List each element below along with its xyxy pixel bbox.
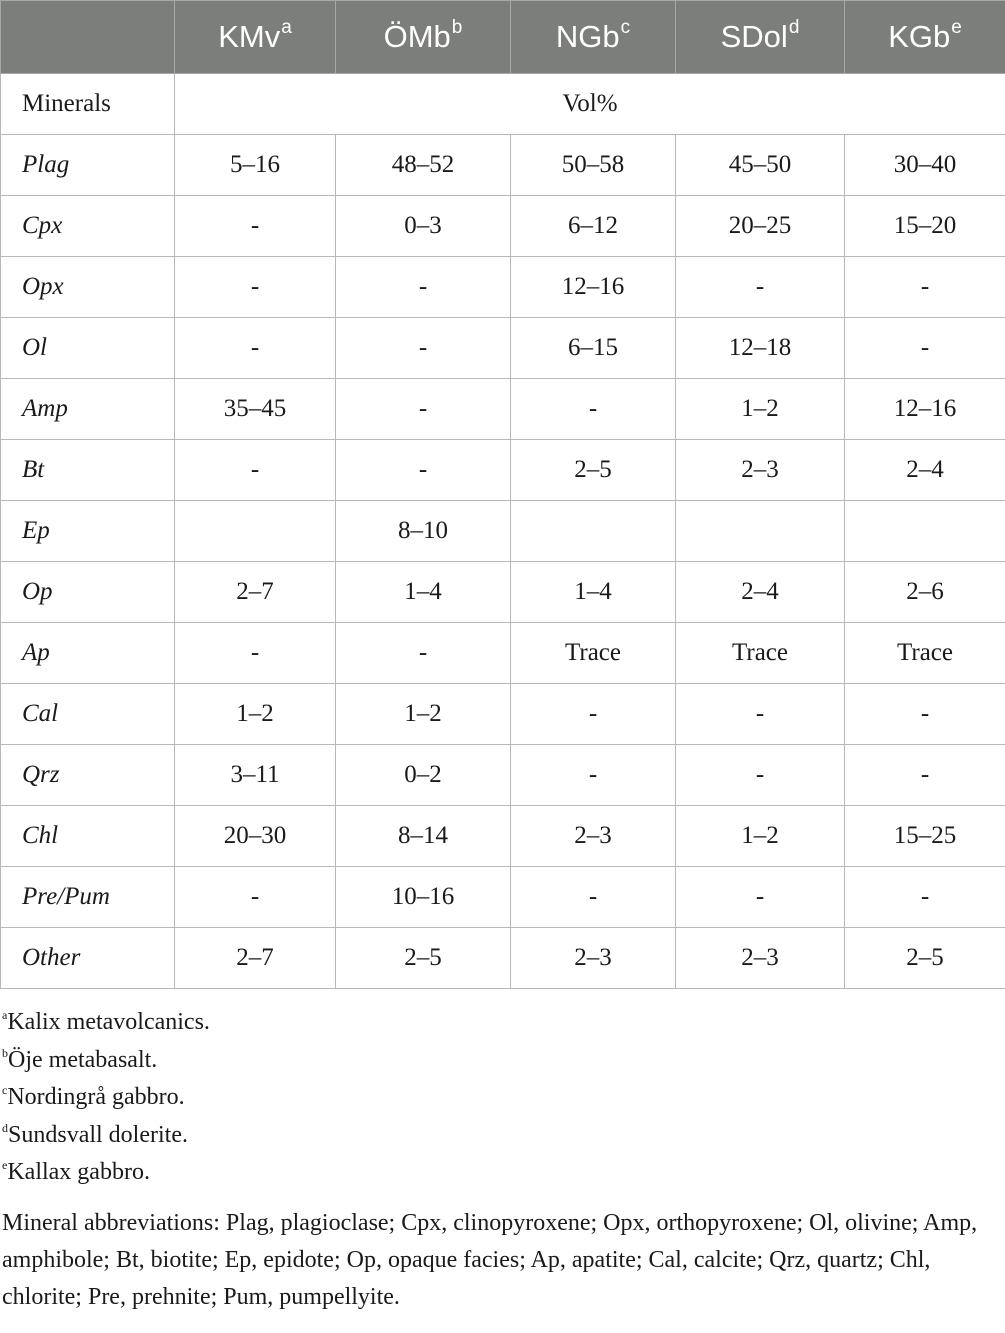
header-row — [1, 1, 1005, 74]
table-row — [1, 379, 1005, 440]
units-row — [1, 74, 1005, 135]
footnote-text: Sundsvall dolerite. — [8, 1121, 188, 1148]
table-row — [1, 928, 1005, 989]
table-cell: - — [676, 867, 845, 928]
table-cell: 2–5 — [336, 928, 511, 989]
table-cell — [845, 501, 1005, 562]
table-cell: 10–16 — [336, 867, 511, 928]
footnote — [0, 1042, 1000, 1080]
unit-label: Vol% — [175, 74, 1005, 135]
table-cell: - — [676, 684, 845, 745]
minerals-label: Minerals — [1, 74, 175, 135]
footnote-mark: c — [2, 1083, 8, 1097]
table-header — [1, 1, 1005, 74]
table-row — [1, 806, 1005, 867]
table-cell: 2–3 — [511, 806, 676, 867]
table-cell: 0–2 — [336, 745, 511, 806]
table-cell: 15–25 — [845, 806, 1005, 867]
abbreviation-note: Mineral abbreviations: Plag, plagioclase; Cpx, clinopyroxene; Opx, orthopyroxene; Ol, olivine; Amp, amphibole; Bt, biotite; Ep, epidote; Op, opaque facies; Ap, apatite; Cal, calcite; Qrz, quartz; Chl, chlorite; Pre, prehnite; Pum, pumpellyite. — [2, 1209, 978, 1310]
table-row — [1, 196, 1005, 257]
mineral-label: Other — [1, 928, 175, 989]
footnote-mark: d — [2, 1120, 8, 1135]
footnote-text: Kalix metavolcanics. — [7, 1009, 210, 1035]
table-cell: Trace — [676, 623, 845, 684]
table-cell: 1–2 — [336, 684, 511, 745]
table-cell: - — [175, 623, 336, 684]
table-cell: 2–5 — [511, 440, 676, 501]
footnote-mark: e — [2, 1158, 8, 1172]
table-cell: Trace — [845, 623, 1005, 684]
footnote-mark: e — [951, 17, 962, 38]
column-header-label: KMv — [218, 19, 281, 54]
table-cell: - — [336, 440, 511, 501]
table-cell: 2–5 — [845, 928, 1005, 989]
footnote — [0, 1117, 1000, 1155]
column-header-label: SDol — [720, 19, 788, 54]
table-cell: - — [845, 257, 1005, 318]
table-row — [1, 684, 1005, 745]
table-cell: 1–2 — [676, 379, 845, 440]
footnote-mark: d — [788, 17, 800, 38]
table-cell: 8–14 — [336, 806, 511, 867]
table-row — [1, 745, 1005, 806]
footnote-mark: b — [2, 1045, 8, 1060]
table-cell: 2–6 — [845, 562, 1005, 623]
table-cell: 2–7 — [175, 562, 336, 623]
table-cell: 30–40 — [845, 135, 1005, 196]
table-row — [1, 501, 1005, 562]
table-cell: - — [175, 318, 336, 379]
table-cell: 12–18 — [676, 318, 845, 379]
table-cell: - — [336, 623, 511, 684]
table-cell: - — [175, 196, 336, 257]
table-cell: - — [511, 379, 676, 440]
mineral-label: Ep — [1, 501, 175, 562]
mineral-label: Chl — [1, 806, 175, 867]
mineral-label: Qrz — [1, 745, 175, 806]
table-cell — [676, 501, 845, 562]
table-cell: 6–12 — [511, 196, 676, 257]
table-cell: 3–11 — [175, 745, 336, 806]
table-cell: - — [845, 684, 1005, 745]
table-cell: 2–3 — [511, 928, 676, 989]
table-cell: - — [175, 867, 336, 928]
table-cell: 48–52 — [336, 135, 511, 196]
table-cell: 35–45 — [175, 379, 336, 440]
footnote-mark: a — [281, 17, 292, 38]
mineral-label: Cal — [1, 684, 175, 745]
column-header-sdol — [676, 1, 845, 74]
table-notes — [0, 1004, 1000, 1316]
column-header-ngb — [511, 1, 676, 74]
table-cell — [175, 501, 336, 562]
table-cell: 5–16 — [175, 135, 336, 196]
table-cell: 0–3 — [336, 196, 511, 257]
table-cell: 8–10 — [336, 501, 511, 562]
table-cell: 1–2 — [175, 684, 336, 745]
footnote-text: Öje metabasalt. — [8, 1046, 158, 1073]
column-header-kgb — [845, 1, 1005, 74]
table-cell: 50–58 — [511, 135, 676, 196]
footnote-mark: b — [451, 17, 463, 38]
table-cell: Trace — [511, 623, 676, 684]
table-cell: - — [845, 745, 1005, 806]
table-body — [1, 74, 1005, 989]
table-cell: 12–16 — [511, 257, 676, 318]
footnote — [0, 1154, 1000, 1192]
table-cell: 20–30 — [175, 806, 336, 867]
table-cell: - — [336, 257, 511, 318]
table-cell: - — [336, 379, 511, 440]
mineral-label: Opx — [1, 257, 175, 318]
table-cell: 2–3 — [676, 928, 845, 989]
table-row — [1, 440, 1005, 501]
table-cell — [511, 501, 676, 562]
table-cell: - — [175, 257, 336, 318]
table-cell: - — [511, 867, 676, 928]
table-cell: - — [175, 440, 336, 501]
mineral-label: Bt — [1, 440, 175, 501]
table-cell: 6–15 — [511, 318, 676, 379]
table-cell: - — [511, 684, 676, 745]
footnote-text: Nordingrå gabbro. — [7, 1084, 185, 1110]
table-row — [1, 257, 1005, 318]
table-cell: - — [676, 257, 845, 318]
table-cell: - — [845, 318, 1005, 379]
table-cell: - — [676, 745, 845, 806]
footnote-mark: a — [2, 1008, 8, 1022]
table-row — [1, 867, 1005, 928]
table-cell: - — [336, 318, 511, 379]
table-cell: 1–4 — [336, 562, 511, 623]
footnote — [0, 1079, 1000, 1117]
table-cell: 2–3 — [676, 440, 845, 501]
mineral-label: Ol — [1, 318, 175, 379]
table-cell: 1–2 — [676, 806, 845, 867]
table-row — [1, 562, 1005, 623]
header-corner-cell — [1, 1, 175, 74]
mineral-label: Pre/Pum — [1, 867, 175, 928]
footnote-mark: c — [620, 17, 631, 38]
table-cell: 2–7 — [175, 928, 336, 989]
table-cell: 45–50 — [676, 135, 845, 196]
table-cell: 12–16 — [845, 379, 1005, 440]
footnote — [0, 1004, 1000, 1042]
mineral-label: Cpx — [1, 196, 175, 257]
mineral-label: Ap — [1, 623, 175, 684]
mineral-label: Op — [1, 562, 175, 623]
table-row — [1, 318, 1005, 379]
mineral-label: Amp — [1, 379, 175, 440]
table-cell: - — [511, 745, 676, 806]
column-header-label: ÖMb — [383, 19, 451, 54]
table-cell: 1–4 — [511, 562, 676, 623]
table-row — [1, 623, 1005, 684]
table-cell: 2–4 — [845, 440, 1005, 501]
column-header-label: KGb — [888, 19, 951, 54]
table-cell: - — [845, 867, 1005, 928]
footnote-list — [0, 1004, 1000, 1192]
column-header-kmv — [175, 1, 336, 74]
column-header-omb — [336, 1, 511, 74]
table-cell: 2–4 — [676, 562, 845, 623]
table-cell: 15–20 — [845, 196, 1005, 257]
mineral-label: Plag — [1, 135, 175, 196]
footnote-text: Kallax gabbro. — [7, 1159, 150, 1185]
table-row — [1, 135, 1005, 196]
table-cell: 20–25 — [676, 196, 845, 257]
column-header-label: NGb — [555, 19, 620, 54]
